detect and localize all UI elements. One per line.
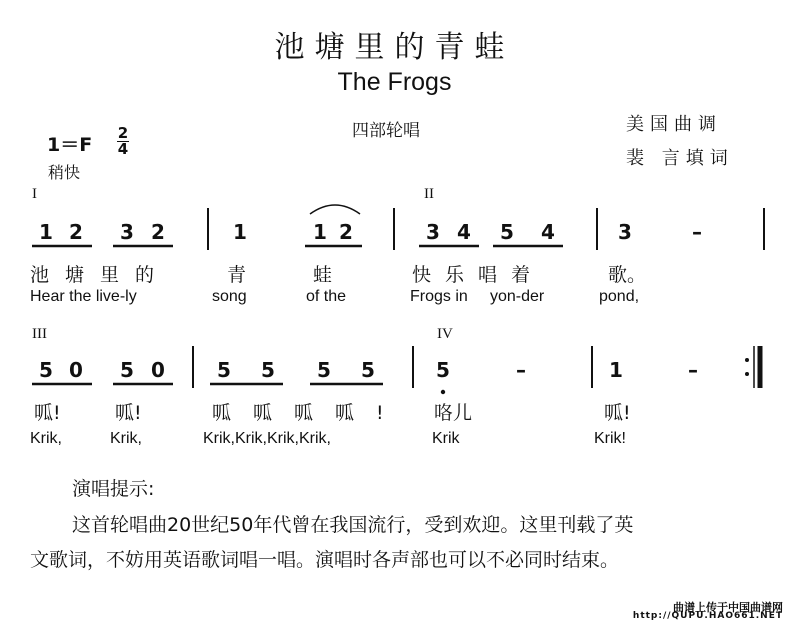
note: – bbox=[692, 220, 702, 244]
note: 2 bbox=[69, 220, 83, 244]
slur bbox=[310, 205, 360, 214]
note: 1 bbox=[39, 220, 53, 244]
key-signature: 1＝F bbox=[47, 134, 93, 156]
lyric-en: Hear the live-ly bbox=[30, 288, 137, 305]
note: 4 bbox=[541, 220, 555, 244]
footer-url: http://QUPU.HAO661.NET bbox=[632, 611, 783, 621]
note: – bbox=[688, 358, 698, 382]
note: 3 bbox=[426, 220, 440, 244]
note: 4 bbox=[457, 220, 471, 244]
lyric-en: yon-der bbox=[490, 288, 545, 305]
credit-origin: 美国曲调 bbox=[626, 114, 722, 135]
footer-site-name: 曲谱上传于中国曲谱网 bbox=[673, 601, 783, 614]
note: 5 bbox=[361, 358, 375, 382]
lyric-cn: 呱! bbox=[34, 402, 61, 424]
note: 5 bbox=[261, 358, 275, 382]
note: 5 bbox=[217, 358, 231, 382]
lyric-cn: 歌。 bbox=[608, 264, 647, 286]
lyric-en: Krik, bbox=[30, 430, 62, 447]
note: 2 bbox=[339, 220, 353, 244]
note: 1 bbox=[233, 220, 247, 244]
tips-text-line-1: 这首轮唱曲20世纪50年代曾在我国流行，受到欢迎。这里刊载了英 bbox=[72, 514, 634, 536]
note: 3 bbox=[618, 220, 632, 244]
lyric-cn: 咯儿 bbox=[434, 402, 473, 424]
subtitle-round: 四部轮唱 bbox=[352, 121, 420, 141]
tips-heading: 演唱提示: bbox=[72, 478, 155, 500]
lyric-cn: 呱! bbox=[604, 402, 631, 424]
section-mark-4: IV bbox=[437, 326, 453, 342]
lyric-en: Krik, bbox=[110, 430, 142, 447]
lyric-en: Frogs in bbox=[410, 288, 468, 305]
tips-text-line-2: 文歌词，不妨用英语歌词唱一唱。演唱时各声部也可以不必同时结束。 bbox=[30, 549, 620, 571]
lyric-cn: 青 bbox=[227, 264, 247, 286]
note: 1 bbox=[609, 358, 623, 382]
lyric-en: Krik bbox=[432, 430, 460, 447]
note: 5 bbox=[120, 358, 134, 382]
repeat-dot bbox=[745, 372, 749, 376]
meter-denominator: 4 bbox=[117, 140, 129, 158]
lyric-cn: 呱呱呱呱! bbox=[212, 402, 406, 424]
note: 1 bbox=[313, 220, 327, 244]
lyric-en: of the bbox=[306, 288, 347, 305]
section-mark-1: I bbox=[32, 186, 37, 202]
note: 5 bbox=[317, 358, 331, 382]
lyric-en: pond, bbox=[599, 288, 640, 305]
title-english: The Frogs bbox=[337, 68, 452, 96]
octave-dot bbox=[441, 390, 445, 394]
tempo-marking: 稍快 bbox=[48, 163, 81, 182]
lyric-cn: 蛙 bbox=[313, 264, 333, 286]
note: 0 bbox=[69, 358, 83, 382]
credit-lyrics: 裴 言填词 bbox=[626, 148, 734, 169]
note: 3 bbox=[120, 220, 134, 244]
section-mark-2: II bbox=[424, 186, 434, 202]
lyric-en: song bbox=[212, 288, 247, 305]
lyric-cn: 呱! bbox=[115, 402, 142, 424]
note: 0 bbox=[151, 358, 165, 382]
note: 5 bbox=[39, 358, 53, 382]
repeat-dot bbox=[745, 358, 749, 362]
meter-numerator: 2 bbox=[117, 124, 129, 142]
section-mark-3: III bbox=[32, 326, 47, 342]
title-chinese: 池塘里的青蛙 bbox=[274, 30, 515, 65]
lyric-en: Krik! bbox=[594, 430, 626, 447]
note: 2 bbox=[151, 220, 165, 244]
note: 5 bbox=[500, 220, 514, 244]
lyric-en: Krik,Krik,Krik,Krik, bbox=[203, 430, 331, 447]
lyric-cn: 池塘里的 bbox=[30, 264, 171, 286]
lyric-cn: 快乐唱着 bbox=[412, 264, 545, 286]
note: – bbox=[516, 358, 526, 382]
note: 5 bbox=[436, 358, 450, 382]
